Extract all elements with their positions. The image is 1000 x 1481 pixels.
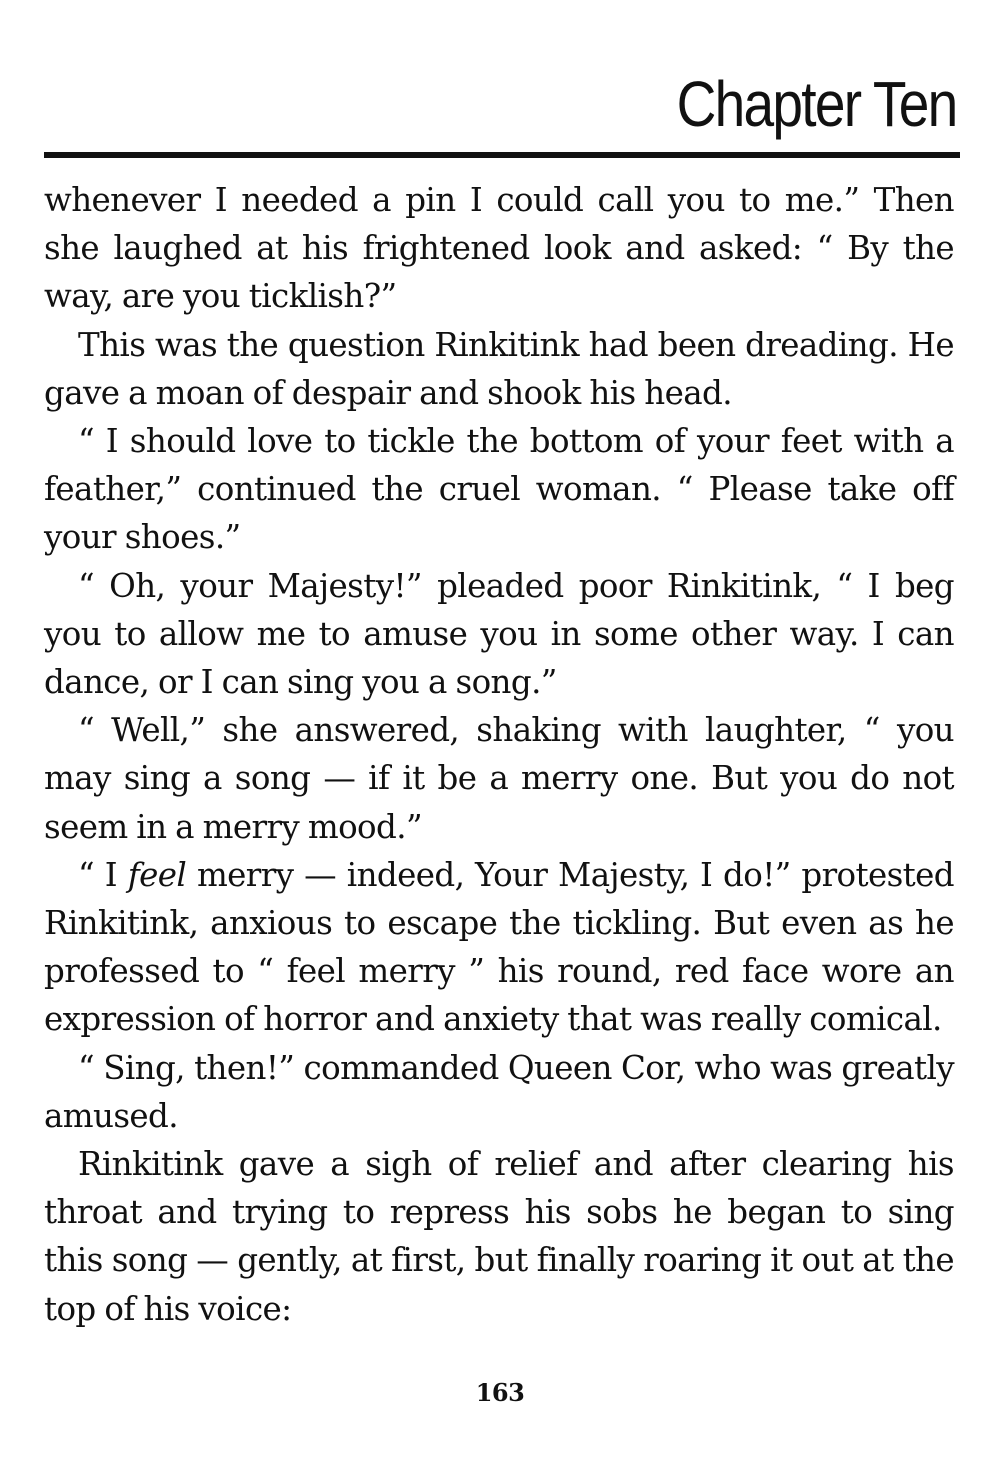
emphasis-text: feel — [127, 855, 187, 894]
text-run: “ I — [78, 855, 128, 894]
paragraph-dreading: This was the question Rinkitink had been dreading. He gave a moan of despair and shook his head. — [44, 325, 954, 412]
paragraph-merry-song: “ Well,” she answered, shaking with laughter, “ you may sing a song — if it be a merry one. But you do not seem in a merry mood.” — [44, 711, 954, 846]
paragraph-continuation: whenever I needed a pin I could call you to me.” Then she laughed at his frightened look and asked: “ By the way, are you ticklish?” — [44, 181, 954, 316]
header-rule — [44, 152, 960, 158]
paragraph-sing-then: “ Sing, then!” commanded Queen Cor, who was greatly amused. — [44, 1048, 954, 1135]
page-body — [44, 176, 954, 1333]
paragraph-feel-merry — [44, 851, 954, 1044]
paragraph-pleading: “ Oh, your Majesty!” pleaded poor Rinkitink, “ I beg you to allow me to amuse you in some other way. I can dance, or I can sing you a song.” — [44, 566, 954, 702]
chapter-title: Chapter Ten — [676, 68, 956, 140]
page-number: 163 — [475, 1378, 525, 1407]
paragraph-tickle-feet: “ I should love to tickle the bottom of your feet with a feather,” continued the cruel woman. “ Please take off your shoes.” — [44, 422, 954, 557]
text-run: merry — indeed, Your Majesty, I do!” protested Rinkitink, anxious to escape the tickling. But even as he professed to “ feel merry ” his round, red face wore an expression of horror and anxiety that was really comical. — [44, 855, 954, 1039]
paragraph-song-intro: Rinkitink gave a sigh of relief and after clearing his throat and trying to repress his sobs he began to sing this song — gently, at first, but finally roaring it out at the top of his voice: — [44, 1145, 954, 1328]
